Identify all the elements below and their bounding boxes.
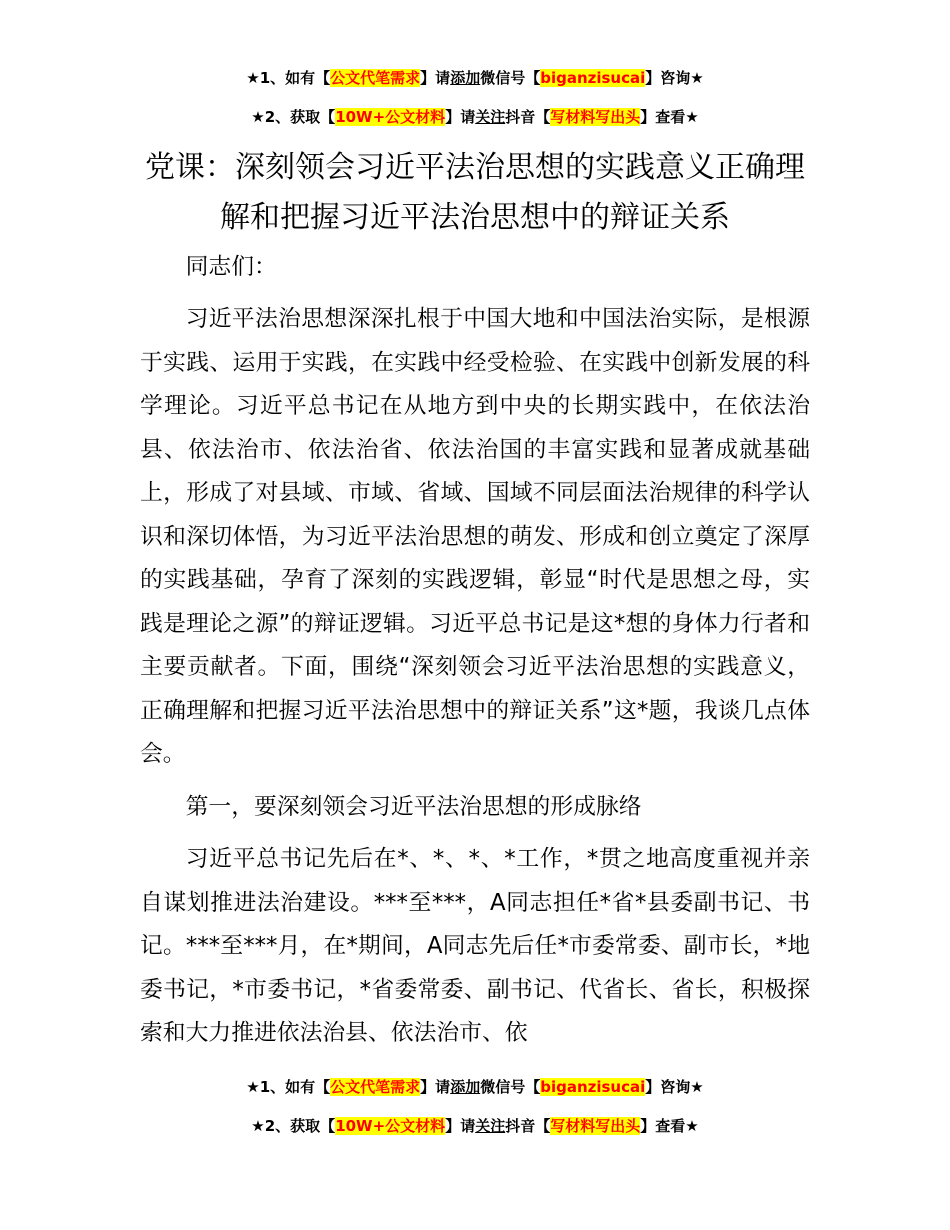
- section-heading: 第一，要深刻领会习近平法治思想的形成脉络: [185, 794, 642, 820]
- body-paragraph: 习近平总书记先后在*、*、*、*工作，*贯之地高度重视并亲自谋划推进法治建设。***至***，A同志担任*省*县委副书记、书记。***至***月，在*期间，A同志先后任*市委常委、副市长，*地委书记，*市委书记，*省委常委、副书记、代省长、省长，积极探索和大力推进依法治县、依法治市、依: [140, 846, 810, 1046]
- promo-text: ★2、获取【: [251, 108, 336, 126]
- promo-emphasis: 添加: [450, 1078, 481, 1096]
- salutation: 同志们：: [185, 254, 277, 280]
- promo-highlight: 公文代笔需求: [330, 1078, 421, 1096]
- promo-wechat-id: biganzisucai: [540, 69, 646, 87]
- promo-emphasis: 关注: [475, 1117, 506, 1135]
- promo-text: 】请: [445, 1117, 476, 1135]
- promo-text: 】查看★: [640, 108, 699, 126]
- promo-text: 】咨询★: [645, 69, 704, 87]
- promo-banner-bottom-line1: [0, 1076, 950, 1098]
- promo-text: 】查看★: [640, 1117, 699, 1135]
- promo-text: 抖音【: [505, 1117, 551, 1135]
- promo-text: 抖音【: [505, 108, 551, 126]
- promo-wechat-id: biganzisucai: [540, 1078, 646, 1096]
- promo-banner-bottom-line2: [0, 1115, 950, 1137]
- promo-text: ★1、如有【: [246, 69, 331, 87]
- document-title: 党课：深刻领会习近平法治思想的实践意义正确理解和把握习近平法治思想中的辩证关系: [145, 150, 805, 235]
- promo-highlight: 写材料写出头: [550, 108, 641, 126]
- promo-highlight: 公文代笔需求: [330, 69, 421, 87]
- promo-text: 微信号【: [480, 69, 541, 87]
- promo-text: ★2、获取【: [251, 1117, 336, 1135]
- body-paragraph: 习近平法治思想深深扎根于中国大地和中国法治实际，是根源于实践、运用于实践，在实践中经受检验、在实践中创新发展的科学理论。习近平总书记在从地方到中央的长期实践中，在依法治县、依法治市、依法治省、依法治国的丰富实践和显著成就基础上，形成了对县域、市域、省域、国域不同层面法治规律的科学认识和深切体悟，为习近平法治思想的萌发、形成和创立奠定了深厚的实践基础，孕育了深刻的实践逻辑，彰显“时代是思想之母，实践是理论之源”的辩证逻辑。习近平总书记是这*想的身体力行者和主要贡献者。下面，围绕“深刻领会习近平法治思想的实践意义，正确理解和把握习近平法治思想中的辩证关系”这*题，我谈几点体会。: [140, 306, 810, 767]
- promo-text: 】请: [420, 1078, 451, 1096]
- promo-emphasis: 添加: [450, 69, 481, 87]
- promo-banner-top-line2: [0, 106, 950, 128]
- promo-highlight: 10W+公文材料: [335, 1117, 446, 1135]
- promo-text: 】请: [445, 108, 476, 126]
- promo-highlight: 写材料写出头: [550, 1117, 641, 1135]
- promo-text: 】咨询★: [645, 1078, 704, 1096]
- promo-text: 】请: [420, 69, 451, 87]
- promo-banner-top-line1: [0, 67, 950, 89]
- promo-emphasis: 关注: [475, 108, 506, 126]
- promo-highlight: 10W+公文材料: [335, 108, 446, 126]
- promo-text: 微信号【: [480, 1078, 541, 1096]
- promo-text: ★1、如有【: [246, 1078, 331, 1096]
